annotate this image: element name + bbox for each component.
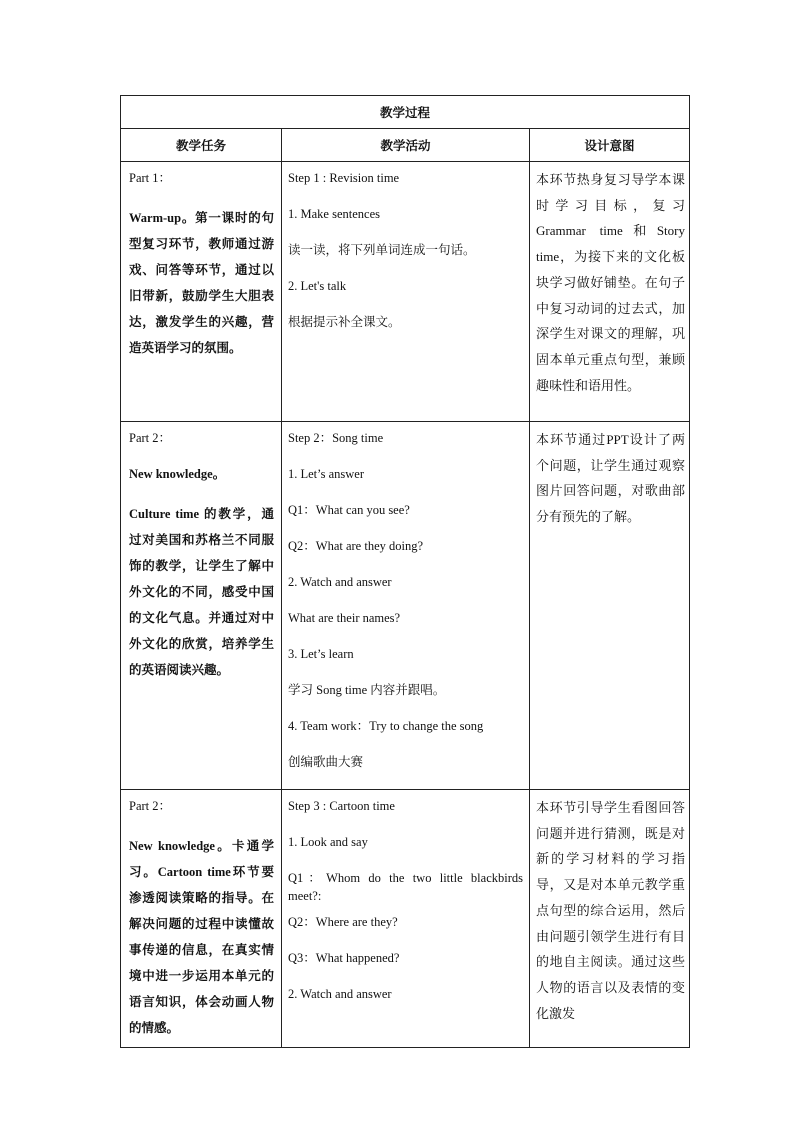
activity-line: 2. Watch and answer [288,987,392,1001]
activity-line: 4. Team work：Try to change the song [288,719,484,733]
activity-line: What are their names? [288,611,401,625]
design-cell [530,422,690,790]
teaching-process-table [120,95,690,1048]
part-label: Part 2： [129,799,172,813]
table-row [121,162,690,422]
activity-line: 根据提示补全课文。 [288,315,401,329]
header-activity: 教学活动 [282,129,530,162]
task-description: Culture time 的教学，通过对美国和苏格兰不同服饰的教学，让学生了解中外文化的不同，感受中国的文化气息。并通过对中外文化的欣赏，培养学生的英语阅读兴趣。 [129,507,274,677]
task-cell [121,162,282,422]
design-text: 本环节引导学生看图回答问题并进行猜测，既是对新的学习材料的学习指导，又是对本单元教学重点句型的综合运用，然后由问题引领学生进行有目的地自主阅读。通过这些人物的语言以及表情的变化激发 [536,800,685,1021]
activity-cell [282,162,530,422]
design-text: 本环节通过PPT设计了两个问题，让学生通过观察图片回答问题，对歌曲部分有预先的了解。 [536,432,685,525]
activity-line: Step 1 : Revision time [288,171,400,185]
activity-line: Q1：What can you see? [288,503,410,517]
activity-line: 1. Make sentences [288,207,380,221]
activity-line: 1. Look and say [288,835,368,849]
activity-line: 创编歌曲大赛 [288,755,364,769]
header-design: 设计意图 [530,129,690,162]
activity-line: 学习 Song time 内容并跟唱。 [288,683,446,697]
design-cell [530,162,690,422]
activity-line: Q3：What happened? [288,951,400,965]
activity-line: 1. Let’s answer [288,467,365,481]
activity-line: 读一读，将下列单词连成一句话。 [288,243,476,257]
task-cell [121,790,282,1048]
design-cell [530,790,690,1048]
activity-line: 2. Watch and answer [288,575,392,589]
table-title: 教学过程 [121,96,690,129]
activity-line: Q1：Whom do the two little blackbirds meet?: [288,871,523,903]
activity-cell [282,790,530,1048]
task-heading: New knowledge。 [129,467,226,481]
activity-line: Q2：Where are they? [288,915,398,929]
task-description: Warm-up。第一课时的句型复习环节，教师通过游戏、问答等环节，通过以旧带新，鼓励学生大胆表达，激发学生的兴趣，营造英语学习的氛围。 [129,211,274,355]
activity-line: Q2：What are they doing? [288,539,424,553]
activity-cell [282,422,530,790]
activity-line: 3. Let’s learn [288,647,354,661]
task-cell [121,422,282,790]
table-row [121,422,690,790]
table-row [121,790,690,1048]
activity-line: Step 3 : Cartoon time [288,799,395,813]
task-description: New knowledge。卡通学习。Cartoon time环节要渗透阅读策略的指导。在解决问题的过程中读懂故事传递的信息，在真实情境中进一步运用本单元的语言知识，体会动画人物的情感。 [129,839,274,1035]
design-text: 本环节热身复习导学本课时学习目标，复习Grammar time和Story time，为接下来的文化板块学习做好铺垫。在句子中复习动词的过去式，加深学生对课文的理解，巩固本单元重点句型，兼顾趣味性和语用性。 [536,172,685,393]
header-task: 教学任务 [121,129,282,162]
activity-line: Step 2：Song time [288,431,384,445]
activity-line: 2. Let's talk [288,279,347,293]
part-label: Part 2： [129,431,172,445]
part-label: Part 1： [129,171,172,185]
